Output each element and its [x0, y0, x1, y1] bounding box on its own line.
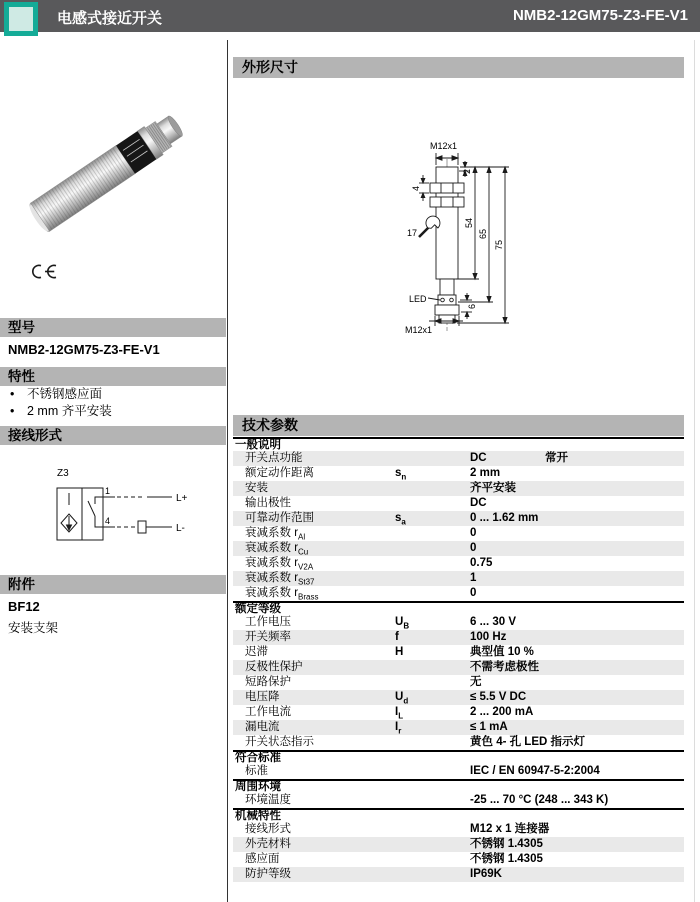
- spec-row: [233, 852, 684, 867]
- spec-symbol: $U_B$: [395, 616, 410, 631]
- dim-2: 2: [462, 168, 472, 174]
- spec-row: [233, 867, 684, 882]
- spec-label: 环境温度: [245, 794, 291, 806]
- spec-symbol: $s_a$: [395, 512, 406, 527]
- dimension-drawing: [383, 133, 563, 338]
- spec-symbol: H: [395, 646, 404, 658]
- spec-label: 开关点功能: [245, 452, 303, 464]
- spec-value: IEC / EN 60947-5-2:2004: [470, 765, 600, 777]
- spec-label: 外壳材料: [245, 838, 291, 850]
- spec-row: [233, 526, 684, 541]
- dim-4: 4: [411, 185, 421, 191]
- pin4-label: 4: [105, 516, 111, 526]
- spec-value: 2 ... 200 mA: [470, 706, 534, 718]
- spec-value: 不锈钢 1.4305: [470, 838, 543, 850]
- spec-value-2: 常开: [545, 452, 568, 464]
- spec-row: [233, 586, 684, 601]
- spec-label: 标准: [245, 765, 268, 777]
- spec-section-header: 机械特性: [233, 808, 684, 822]
- spec-label: 衰减系数 $r_{Cu}$: [245, 542, 309, 557]
- spec-row: [233, 645, 684, 660]
- accessory-desc: 安装支架: [8, 621, 59, 635]
- spec-value: ≤ 5.5 V DC: [470, 691, 527, 703]
- spec-label: 开关频率: [245, 631, 291, 643]
- spec-label: 接线形式: [245, 823, 291, 835]
- spec-value: 不需考虑极性: [470, 661, 539, 673]
- tech-table: [233, 437, 684, 882]
- spec-label: 感应面: [245, 853, 280, 865]
- spec-label: 开关状态指示: [245, 736, 314, 748]
- spec-value: DC: [470, 497, 487, 509]
- spec-value: 0: [470, 527, 477, 539]
- header-bar: [0, 0, 700, 32]
- spec-label: 可靠动作范围: [245, 512, 314, 524]
- lminus-label: L-: [176, 523, 185, 534]
- spec-value: DC: [470, 452, 487, 464]
- section-features: 特性: [0, 367, 226, 386]
- diagram-label: Z3: [57, 468, 69, 479]
- model-number: NMB2-12GM75-Z3-FE-V1: [8, 342, 160, 357]
- spec-row: [233, 793, 684, 808]
- features-list: [8, 386, 223, 420]
- spec-section-header: 一般说明: [233, 437, 684, 451]
- spec-value: 典型值 10 %: [470, 646, 534, 658]
- section-tech-params: 技术参数: [233, 415, 684, 436]
- spec-symbol: $I_r$: [395, 721, 402, 736]
- spec-label: 迟滞: [245, 646, 268, 658]
- dim-wrench-17: 17: [407, 228, 418, 238]
- spec-label: 衰减系数 $r_{St37}$: [245, 572, 315, 587]
- section-connection: 接线形式: [0, 426, 226, 445]
- spec-symbol: $U_d$: [395, 691, 409, 706]
- page-title: 电感式接近开关: [57, 10, 163, 27]
- spec-row: [233, 496, 684, 511]
- pin1-label: 1: [105, 486, 111, 496]
- dim-65: 65: [478, 228, 488, 239]
- spec-row: [233, 451, 684, 466]
- spec-row: [233, 466, 684, 481]
- spec-label: 衰减系数 $r_{V2A}$: [245, 557, 314, 572]
- dim-thread-top: M12x1: [430, 141, 458, 151]
- spec-row: [233, 481, 684, 496]
- spec-value: 0.75: [470, 557, 493, 569]
- spec-row: [233, 556, 684, 571]
- spec-value: -25 ... 70 °C (248 ... 343 K): [470, 794, 609, 806]
- spec-row: [233, 822, 684, 837]
- dim-6: 6: [467, 303, 477, 309]
- spec-row: [233, 630, 684, 645]
- spec-symbol: $I_L$: [395, 706, 404, 721]
- spec-value: ≤ 1 mA: [470, 721, 508, 733]
- spec-value: 100 Hz: [470, 631, 507, 643]
- spec-label: 衰减系数 $r_{Al}$: [245, 527, 306, 542]
- section-accessories: 附件: [0, 575, 226, 594]
- spec-value: M12 x 1 连接器: [470, 823, 550, 835]
- spec-value: 无: [470, 676, 482, 688]
- spec-label: 衰减系数 $r_{Brass}$: [245, 587, 319, 602]
- spec-value: 不锈钢 1.4305: [470, 853, 543, 865]
- spec-value: IP69K: [470, 868, 502, 880]
- spec-row: [233, 511, 684, 526]
- dim-thread-bottom: M12x1: [405, 325, 433, 335]
- spec-section-header: 额定等级: [233, 601, 684, 615]
- spec-row: [233, 764, 684, 779]
- page-right-edge: [694, 40, 695, 902]
- spec-value: 6 ... 30 V: [470, 616, 517, 628]
- spec-value: 0: [470, 542, 477, 554]
- column-divider: [227, 40, 228, 902]
- section-model: 型号: [0, 318, 226, 337]
- spec-row: [233, 660, 684, 675]
- spec-row: [233, 675, 684, 690]
- spec-label: 防护等级: [245, 868, 291, 880]
- spec-row: [233, 571, 684, 586]
- spec-value: 黄色 4- 孔 LED 指示灯: [470, 736, 586, 748]
- spec-symbol: $s_n$: [395, 467, 407, 482]
- spec-row: [233, 705, 684, 720]
- ce-mark: [28, 263, 58, 280]
- spec-label: 短路保护: [245, 676, 291, 688]
- spec-label: 反极性保护: [245, 661, 303, 673]
- spec-symbol: f: [395, 631, 399, 643]
- spec-row: [233, 615, 684, 630]
- header-model-number: NMB2-12GM75-Z3-FE-V1: [512, 7, 688, 24]
- led-label: LED: [409, 294, 427, 304]
- spec-label: 安装: [245, 482, 268, 494]
- brand-square-icon: [4, 2, 38, 36]
- product-photo: [8, 42, 222, 260]
- spec-section-header: 周围环境: [233, 779, 684, 793]
- spec-row: [233, 735, 684, 750]
- spec-label: 工作电压: [245, 616, 291, 628]
- spec-label: 输出极性: [245, 497, 291, 509]
- lplus-label: L+: [176, 493, 188, 504]
- spec-label: 电压降: [245, 691, 280, 703]
- spec-row: [233, 690, 684, 705]
- spec-value: 1: [470, 572, 477, 584]
- feature-item: • 2 mm 齐平安装: [8, 403, 223, 420]
- connection-diagram: [20, 460, 200, 555]
- spec-value: 0 ... 1.62 mm: [470, 512, 539, 524]
- spec-row: [233, 720, 684, 735]
- spec-row: [233, 541, 684, 556]
- spec-label: 额定动作距离: [245, 467, 314, 479]
- feature-item: • 不锈钢感应面: [8, 386, 223, 403]
- accessory-model: BF12: [8, 599, 40, 614]
- spec-value: 0: [470, 587, 477, 599]
- spec-row: [233, 837, 684, 852]
- dim-75: 75: [494, 239, 504, 250]
- dim-54: 54: [464, 217, 474, 228]
- spec-value: 齐平安装: [470, 482, 516, 494]
- spec-section-header: 符合标准: [233, 750, 684, 764]
- spec-value: 2 mm: [470, 467, 501, 479]
- thread-texture: [33, 148, 131, 229]
- spec-label: 漏电流: [245, 721, 280, 733]
- section-dimensions: 外形尺寸: [233, 57, 684, 78]
- spec-label: 工作电流: [245, 706, 291, 718]
